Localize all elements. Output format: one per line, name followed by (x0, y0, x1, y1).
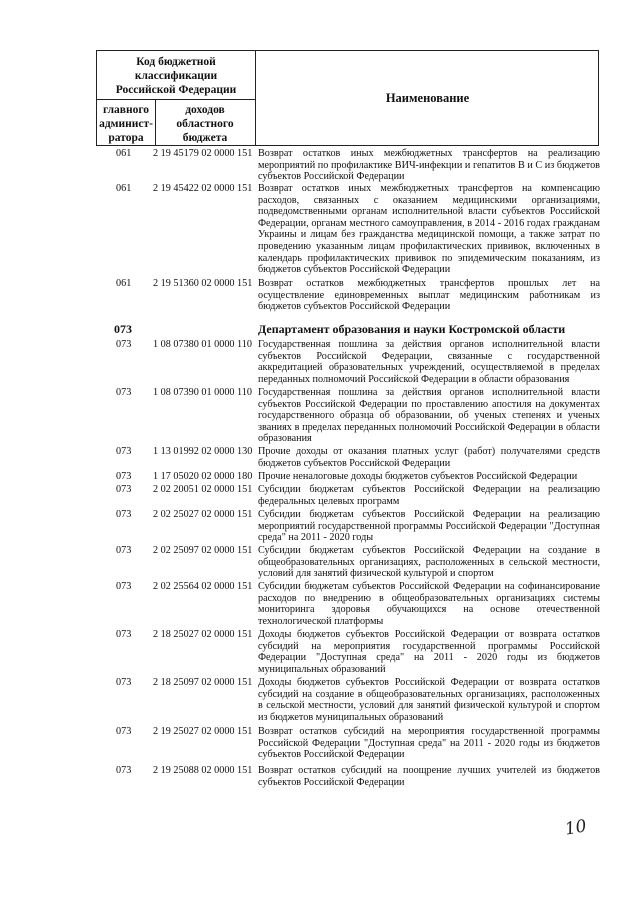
header-chief-administrator: главного админист- ратора (99, 104, 153, 144)
admin-code: 073 (116, 765, 132, 776)
income-code: 2 19 45179 02 0000 151 (153, 148, 253, 159)
row-name: Возврат остатков межбюджетных трансфертов прошлых лет на осуществление единовременных выплат медицинским работникам из бюджетов субъектов Российской Федерации (258, 278, 600, 313)
income-code: 2 19 25088 02 0000 151 (153, 765, 253, 776)
income-code: 2 19 45422 02 0000 151 (153, 183, 253, 194)
header-budget-code: Код бюджетной классификации Российской Федерации (115, 56, 237, 96)
income-code: 1 17 05020 02 0000 180 (153, 471, 253, 482)
row-name: Доходы бюджетов субъектов Российской Федерации от возврата остатков субсидий на создание в общеобразовательных организациях, расположенных в сельской местности, условий для занятий физической культурой и спортом из бюджетов муниципальных образований (258, 677, 600, 723)
row-name: Доходы бюджетов субъектов Российской Федерации от возврата остатков субсидий на мероприятия государственной программы Российской Федерации "Доступная среда" на 2011 - 2020 годы из бюджетов муниципальных образований (258, 629, 600, 675)
admin-code: 073 (116, 509, 132, 520)
income-code: 1 08 07390 01 0000 110 (153, 387, 252, 398)
admin-code: 073 (116, 677, 132, 688)
row-name: Субсидии бюджетам субъектов Российской Федерации на софинансирование расходов по внедрению в общеобразовательных организациях системы мониторинга здоровья обучающихся на основе отечественной технологической платформы (258, 581, 600, 627)
row-name: Субсидии бюджетам субъектов Российской Федерации на реализацию мероприятий государственной программы Российской Федерации "Доступная среда" на 2011 - 2020 годы (258, 509, 600, 544)
row-name: Возврат остатков иных межбюджетных трансфертов на реализацию мероприятий по профилактике ВИЧ-инфекции и гепатитов В и С из бюджетов субъектов Российской Федерации (258, 148, 600, 183)
admin-code: 073 (116, 581, 132, 592)
page-number: 10 (563, 816, 589, 840)
income-code: 2 18 25027 02 0000 151 (153, 629, 253, 640)
admin-code: 061 (116, 278, 132, 289)
row-name: Субсидии бюджетам субъектов Российской Федерации на реализацию федеральных целевых программ (258, 484, 600, 507)
row-name: Возврат остатков иных межбюджетных трансфертов на компенсацию расходов, связанных с оказанием медицинскими организациями, подведомственными органам исполнительной власти субъектов Российской Федерации, органам местного самоуправления, в 2014 - 2016 годах гражданам Украины и лицам без гражданства медицинской помощи, а также затрат по проведению указанным лицам профилактических прививок, включенных в календарь профилактических прививок по эпидемическим показаниям, из бюджетов субъектов Российской Федерации (258, 183, 600, 276)
header-divider (97, 99, 255, 100)
admin-code: 073 (116, 484, 132, 495)
income-code: 2 19 51360 02 0000 151 (153, 278, 253, 289)
income-code: 1 08 07380 01 0000 110 (153, 339, 252, 350)
admin-code: 073 (116, 471, 132, 482)
income-code: 2 02 25027 02 0000 151 (153, 509, 253, 520)
admin-code: 073 (114, 322, 132, 336)
income-code: 1 13 01992 02 0000 130 (153, 446, 253, 457)
row-name: Прочие неналоговые доходы бюджетов субъектов Российской Федерации (258, 471, 578, 482)
admin-code: 061 (116, 148, 132, 159)
income-code: 2 02 25564 02 0000 151 (153, 581, 253, 592)
department-name: Департамент образования и науки Костромской области (258, 322, 566, 336)
admin-code: 061 (116, 183, 132, 194)
admin-code: 073 (116, 387, 132, 398)
income-code: 2 02 25097 02 0000 151 (153, 545, 253, 556)
admin-code: 073 (116, 545, 132, 556)
row-name: Субсидии бюджетам субъектов Российской Федерации на создание в общеобразовательных организациях, расположенных в сельской местности, условий для занятий физической культурой и спортом (258, 545, 600, 580)
header-name: Наименование (385, 91, 470, 105)
row-name: Возврат остатков субсидий на поощрение лучших учителей из бюджетов субъектов Российской Федерации (258, 765, 600, 788)
admin-code: 073 (116, 339, 132, 350)
table-header (96, 50, 599, 146)
row-name: Государственная пошлина за действия органов исполнительной власти субъектов Российской Федерации, связанные с государственной аккредитацией образовательных учреждений, осуществляемой в пределах переданных полномочий Российской Федерации в области образования (258, 339, 600, 385)
row-name: Государственная пошлина за действия органов исполнительной власти субъектов Российской Федерации по проставлению апостиля на документах государственного образца об образовании, об ученых степенях и ученых званиях в пределах переданных полномочий Российской Федерации в области образования (258, 387, 600, 445)
row-name: Прочие доходы от оказания платных услуг (работ) получателями средств бюджетов субъектов Российской Федерации (258, 446, 600, 469)
header-regional-income: доходов областного бюджета (176, 104, 234, 144)
row-name: Возврат остатков субсидий на мероприятия государственной программы Российской Федерации "Доступная среда" на 2011 - 2020 годы из бюджетов субъектов Российской Федерации (258, 726, 600, 761)
income-code: 2 02 20051 02 0000 151 (153, 484, 253, 495)
income-code: 2 18 25097 02 0000 151 (153, 677, 253, 688)
admin-code: 073 (116, 629, 132, 640)
admin-code: 073 (116, 726, 132, 737)
income-code: 2 19 25027 02 0000 151 (153, 726, 253, 737)
admin-code: 073 (116, 446, 132, 457)
